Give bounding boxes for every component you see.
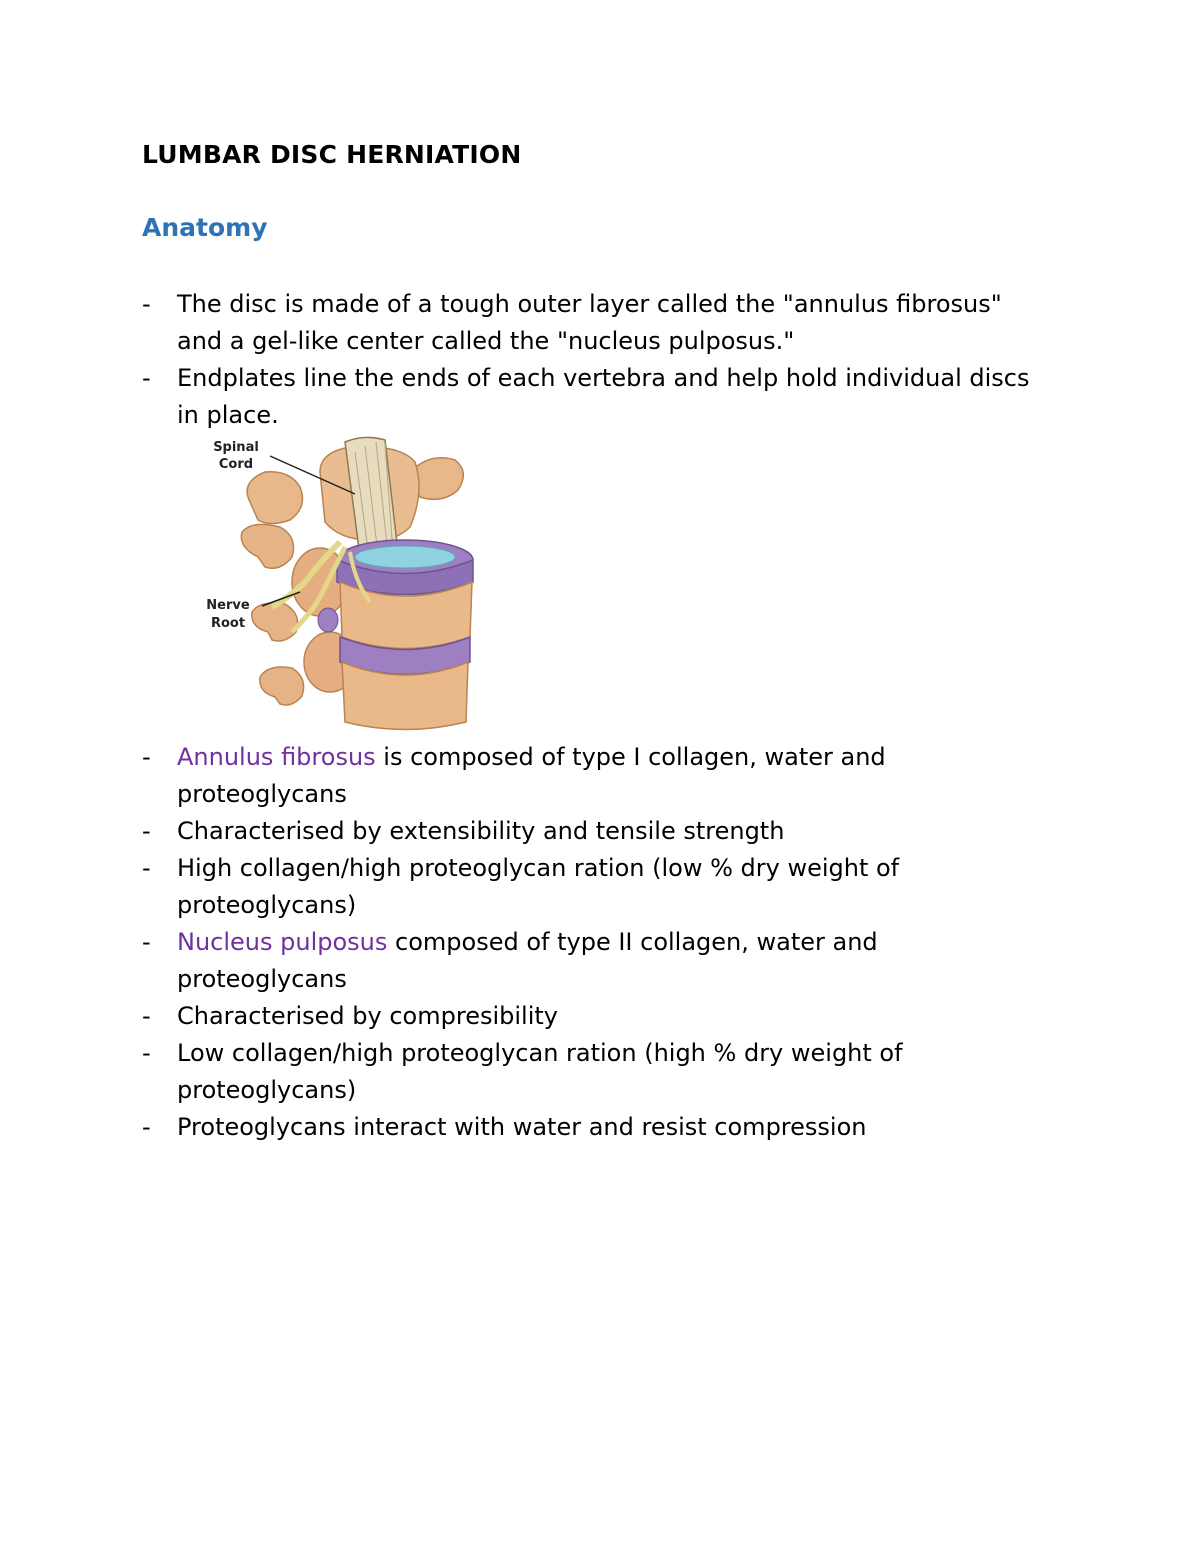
list-item-text: Low collagen/high proteoglycan ration (high % dry weight of proteoglycans) — [177, 1039, 903, 1104]
list-item-text: Endplates line the ends of each vertebra and help hold individual discs in place. — [177, 364, 1030, 429]
list-item — [142, 1109, 1042, 1146]
term-nucleus-pulposus: Nucleus pulposus — [177, 928, 388, 956]
list-item-text: Proteoglycans interact with water and resist compression — [177, 1113, 867, 1141]
bullet-dash: - — [142, 1039, 151, 1067]
list-item — [142, 1035, 1042, 1109]
list-item-text: is composed of type I collagen, water and proteoglycans — [177, 743, 886, 808]
document-title: LUMBAR DISC HERNIATION — [142, 140, 522, 169]
bullet-dash: - — [142, 290, 151, 318]
bullet-dash: - — [142, 743, 151, 771]
section-heading-anatomy: Anatomy — [142, 213, 268, 242]
detail-list — [142, 739, 1042, 1146]
list-item-text: Characterised by compresibility — [177, 1002, 558, 1030]
label-nerve-root-line2: Root — [210, 616, 246, 631]
list-item-text: The disc is made of a tough outer layer called the "annulus fibrosus" and a gel-like center called the "nucleus pulposus." — [177, 290, 1002, 355]
list-item-text: Characterised by extensibility and tensile strength — [177, 817, 785, 845]
list-item-text: High collagen/high proteoglycan ration (low % dry weight of proteoglycans) — [177, 854, 900, 919]
list-item — [142, 924, 1042, 998]
bullet-dash: - — [142, 817, 151, 845]
bullet-dash: - — [142, 1113, 151, 1141]
term-annulus-fibrosus: Annulus fibrosus — [177, 743, 376, 771]
list-item — [142, 813, 1042, 850]
label-spinal-cord-line1: Spinal — [213, 440, 259, 455]
bullet-dash: - — [142, 854, 151, 882]
label-spinal-cord-line2: Cord — [218, 457, 254, 472]
list-item — [142, 360, 1042, 434]
label-nerve-root-line1: Nerve — [206, 598, 250, 613]
spine-anatomy-illustration — [180, 432, 492, 736]
bullet-dash: - — [142, 1002, 151, 1030]
list-item — [142, 286, 1042, 360]
list-item — [142, 739, 1042, 813]
list-item-text: composed of type II collagen, water and proteoglycans — [177, 928, 878, 993]
intro-list — [142, 286, 1042, 434]
list-item — [142, 850, 1042, 924]
list-item — [142, 998, 1042, 1035]
bullet-dash: - — [142, 928, 151, 956]
bullet-dash: - — [142, 364, 151, 392]
